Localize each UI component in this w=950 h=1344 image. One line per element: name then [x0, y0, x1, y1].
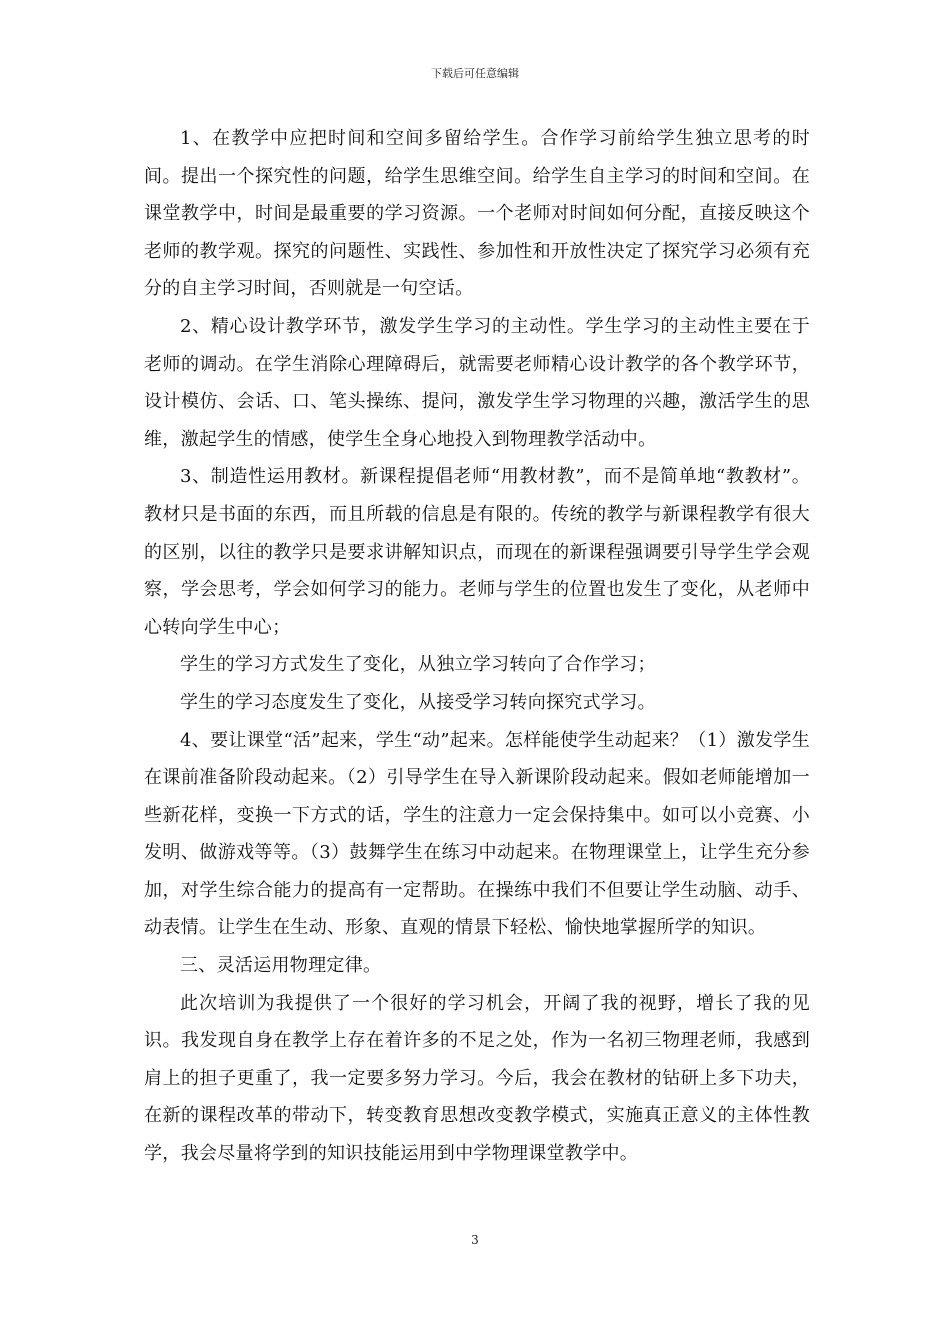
paragraph-7: 此次培训为我提供了一个很好的学习机会，开阔了我的视野，增长了我的见识。我发现自身在教学上存在着许多的不足之处，作为一名初三物理老师，我感到肩上的担子更重了，我一定要多努力学习。今后，我会在教材的钻研上多下功夫，在新的课程改革的带动下，转变教育思想改变教学模式，实施真正意义的主体性教学，我会尽量将学到的知识技能运用到中学物理课堂教学中。	[144, 992, 810, 1165]
document-body	[144, 120, 810, 1173]
paragraph-2: 2、精心设计教学环节，激发学生学习的主动性。学生学习的主动性主要在于老师的调动。在学生消除心理障碍后，就需要老师精心设计教学的各个教学环节，设计模仿、会话、口、笔头操练、提问，激发学生学习物理的兴趣，激活学生的思维，激起学生的情感，使学生全身心地投入到物理教学活动中。	[144, 315, 810, 450]
paragraph-3: 3、制造性运用教材。新课程提倡老师“用教材教”，而不是简单地“教教材”。教材只是书面的东西，而且所载的信息是有限的。传统的教学与新课程教学有很大的区别，以往的教学只是要求讲解知识点，而现在的新课程强调要引导学生学会观察，学会思考，学会如何学习的能力。老师与学生的位置也发生了变化，从老师中心转向学生中心；	[144, 466, 810, 638]
paragraph-1: 1、在教学中应把时间和空间多留给学生。合作学习前给学生独立思考的时间。提出一个探究性的问题，给学生思维空间。给学生自主学习的时间和空间。在课堂教学中，时间是最重要的学习资源。一个老师对时间如何分配，直接反映这个老师的教学观。探究的问题性、实践性、参加性和开放性决定了探究学习必须有充分的自主学习时间，否则就是一句空话。	[144, 128, 810, 300]
paragraph-5: 学生的学习态度发生了变化，从接受学习转向探究式学习。	[180, 691, 656, 713]
paragraph-6: 4、要让课堂“活”起来，学生“动”起来。怎样能使学生动起来？（1）激发学生在课前准备阶段动起来。（2）引导学生在导入新课阶段动起来。假如老师能增加一些新花样，变换一下方式的话，学生的注意力一定会保持集中。如可以小竞赛、小发明、做游戏等等。（3）鼓舞学生在练习中动起来。在物理课堂上，让学生充分参加，对学生综合能力的提高有一定帮助。在操练中我们不但要让学生动脑、动手、动表情。让学生在生动、形象、直观的情景下轻松、愉快地掌握所学的知识。	[144, 729, 810, 939]
section-heading: 三、灵活运用物理定律。	[180, 955, 382, 977]
page-header: 下载后可任意编辑	[431, 67, 519, 80]
page-number: 3	[471, 1233, 479, 1247]
paragraph-4: 学生的学习方式发生了变化，从独立学习转向了合作学习；	[180, 654, 656, 676]
